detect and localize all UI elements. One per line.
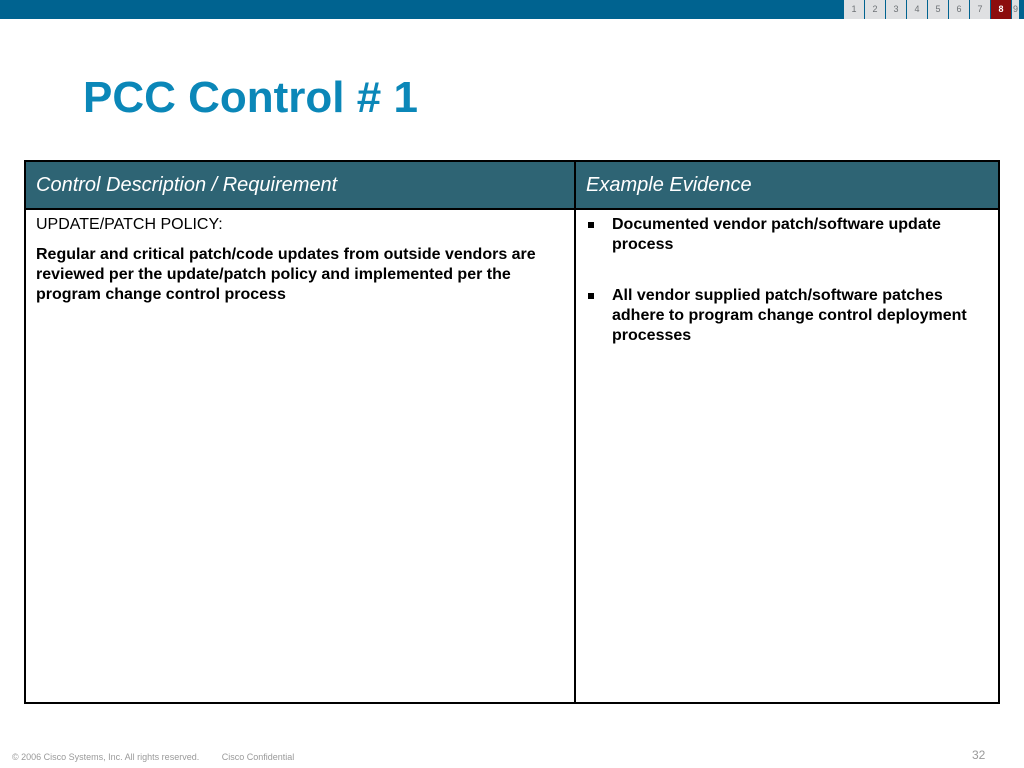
page-tab-6[interactable]: 6 — [949, 0, 969, 19]
square-bullet-icon — [588, 222, 594, 228]
evidence-cell — [575, 209, 999, 703]
page-number: 32 — [972, 748, 986, 762]
page-tab-7[interactable]: 7 — [970, 0, 990, 19]
page-tab-8[interactable]: 8 — [991, 0, 1011, 19]
policy-label: UPDATE/PATCH POLICY: — [36, 216, 223, 233]
header-example-evidence: Example Evidence — [575, 161, 999, 209]
requirement-cell — [25, 209, 575, 703]
control-table — [24, 160, 1000, 704]
page-tab-2[interactable]: 2 — [865, 0, 885, 19]
page-tab-3[interactable]: 3 — [886, 0, 906, 19]
evidence-text: Documented vendor patch/software update process — [612, 216, 941, 253]
page-tab-5[interactable]: 5 — [928, 0, 948, 19]
page-nav — [844, 0, 1019, 19]
copyright-text: © 2006 Cisco Systems, Inc. All rights reserved. — [12, 752, 200, 762]
header-control-description: Control Description / Requirement — [25, 161, 575, 209]
evidence-item — [586, 286, 988, 346]
footer — [12, 752, 294, 762]
page-tab-4[interactable]: 4 — [907, 0, 927, 19]
page-tab-1[interactable]: 1 — [844, 0, 864, 19]
evidence-text: All vendor supplied patch/software patches adhere to program change control deployment processes — [612, 287, 967, 344]
page-tab-9[interactable]: 9 — [1012, 0, 1019, 19]
confidential-label: Cisco Confidential — [221, 752, 295, 762]
policy-description: Regular and critical patch/code updates from outside vendors are reviewed per the update/patch policy and implemented per the program change control process — [36, 246, 536, 303]
table-header-row — [25, 161, 999, 209]
evidence-item — [586, 215, 988, 255]
evidence-list — [586, 215, 988, 346]
square-bullet-icon — [588, 293, 594, 299]
table-row — [25, 209, 999, 703]
slide-title: PCC Control # 1 — [83, 73, 418, 122]
